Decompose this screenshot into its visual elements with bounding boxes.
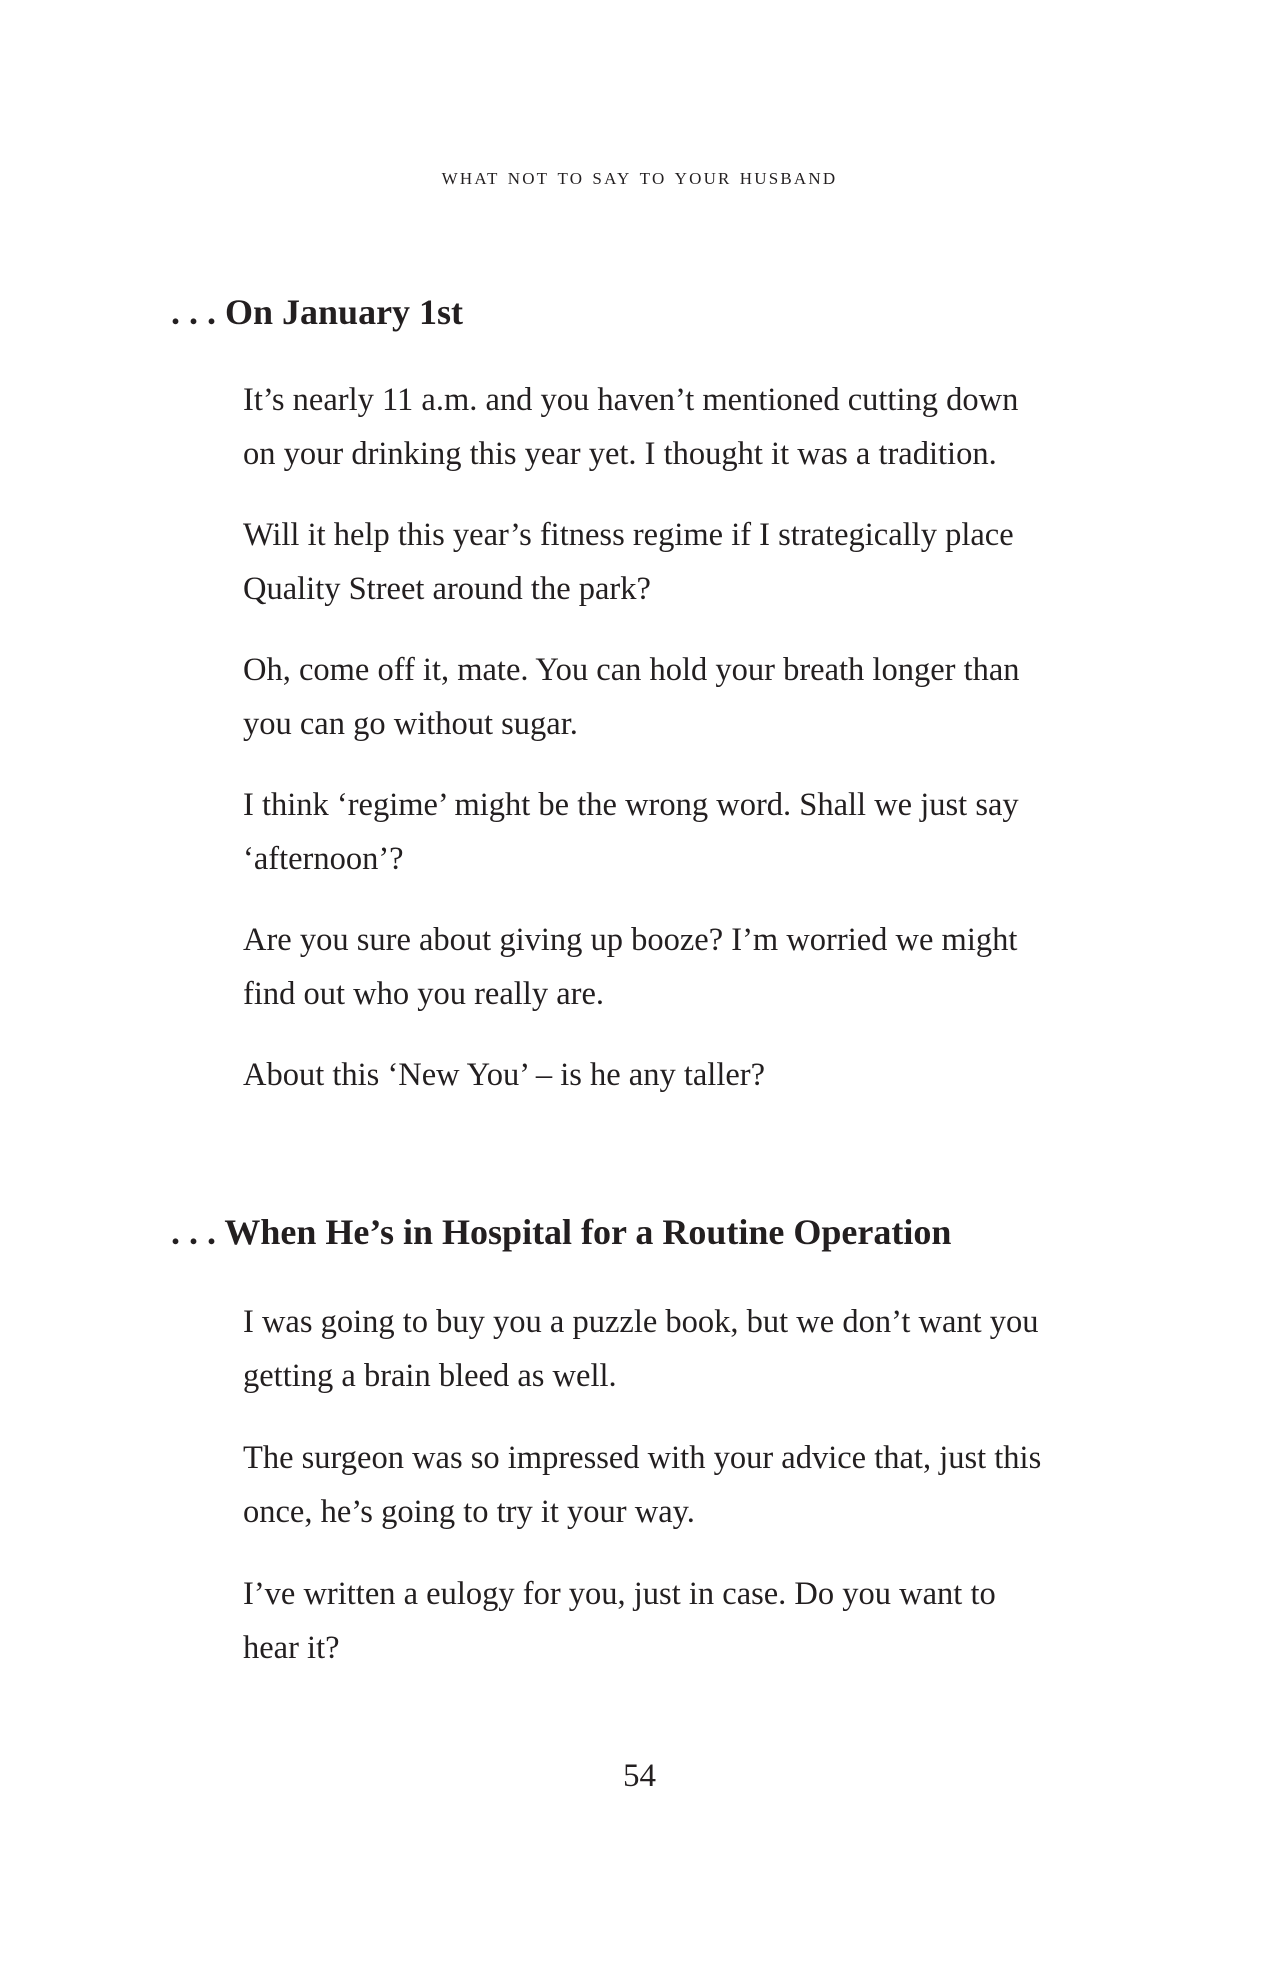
quote-item xyxy=(243,1431,1123,1539)
quote-line: I’ve written a eulogy for you, just in case. Do you want to xyxy=(243,1576,996,1612)
quote-item xyxy=(243,1567,1123,1675)
quote-item xyxy=(243,643,1123,751)
quote-item xyxy=(243,913,1123,1021)
quote-line: Oh, come off it, mate. You can hold your breath longer than xyxy=(243,652,1020,688)
quote-item xyxy=(243,373,1123,481)
quote-line: The surgeon was so impressed with your advice that, just this xyxy=(243,1440,1042,1476)
section-heading: . . . When He’s in Hospital for a Routine Operation xyxy=(171,1212,952,1252)
running-head: what not to say to your husband xyxy=(441,164,838,190)
quote-item xyxy=(243,778,1123,886)
quote-line: you can go without sugar. xyxy=(243,706,578,742)
quote-line: on your drinking this year yet. I thought it was a tradition. xyxy=(243,436,997,472)
quote-line: It’s nearly 11 a.m. and you haven’t mentioned cutting down xyxy=(243,382,1019,418)
quote-item xyxy=(243,508,1123,616)
section-heading: . . . On January 1st xyxy=(171,292,464,332)
quote-line: getting a brain bleed as well. xyxy=(243,1358,617,1394)
quote-line: hear it? xyxy=(243,1630,340,1666)
quote-line: Quality Street around the park? xyxy=(243,571,651,607)
quote-line: I think ‘regime’ might be the wrong word. Shall we just say xyxy=(243,787,1019,823)
quote-line: Will it help this year’s fitness regime if I strategically place xyxy=(243,517,1014,553)
quote-item xyxy=(243,1295,1123,1403)
page-number: 54 xyxy=(623,1758,656,1794)
quote-line: I was going to buy you a puzzle book, but we don’t want you xyxy=(243,1304,1039,1340)
quote-item xyxy=(243,1048,1123,1102)
quote-line: Are you sure about giving up booze? I’m worried we might xyxy=(243,922,1018,958)
quote-line: find out who you really are. xyxy=(243,976,605,1012)
quote-line: About this ‘New You’ – is he any taller? xyxy=(243,1057,766,1093)
quote-line: once, he’s going to try it your way. xyxy=(243,1494,695,1530)
quote-line: ‘afternoon’? xyxy=(243,841,404,877)
